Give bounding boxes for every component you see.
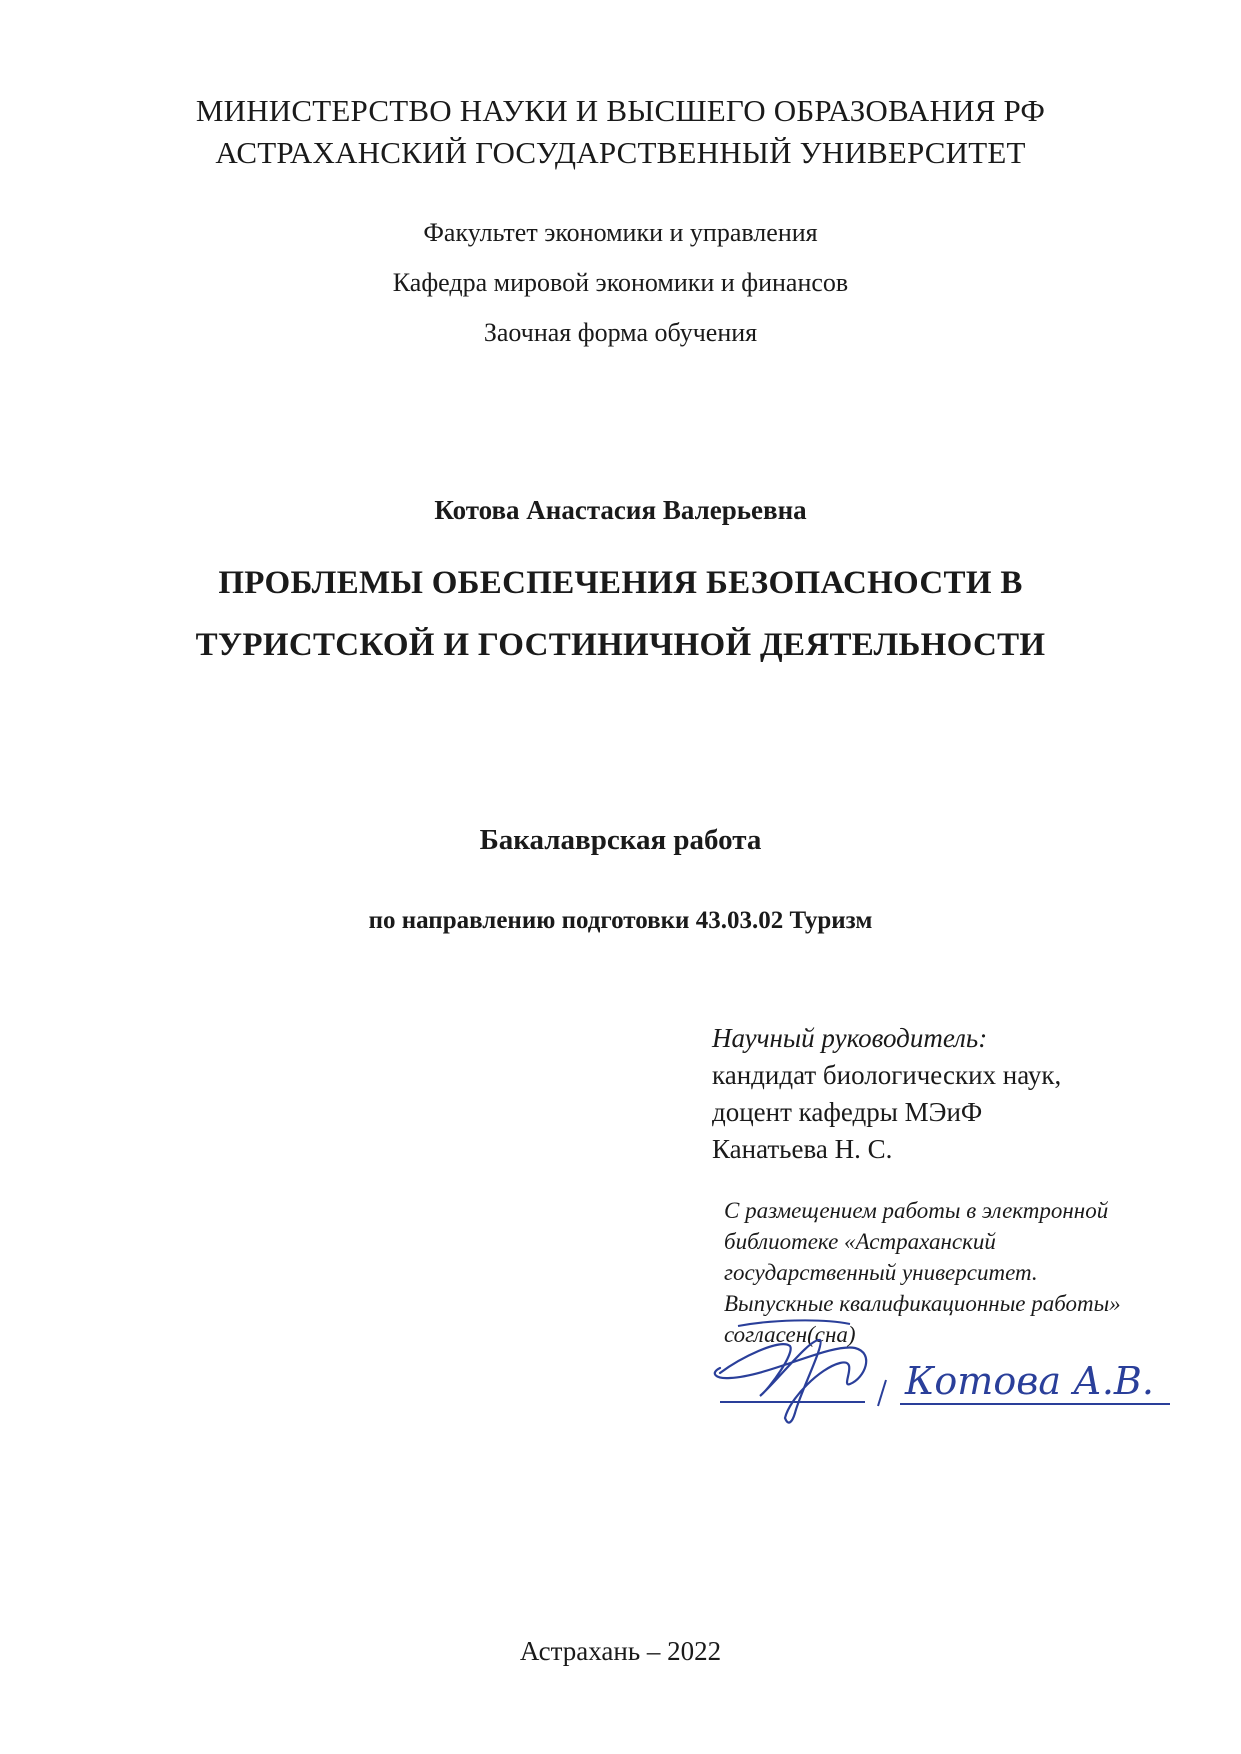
handwritten-name: Котова А.В. (905, 1359, 1154, 1403)
university-name: АСТРАХАНСКИЙ ГОСУДАРСТВЕННЫЙ УНИВЕРСИТЕТ (215, 135, 1026, 170)
thesis-title-line-1: ПРОБЛЕМЫ ОБЕСПЕЧЕНИЯ БЕЗОПАСНОСТИ В (218, 565, 1023, 601)
study-direction: по направлению подготовки 43.03.02 Туризм (368, 907, 873, 934)
author-name: Котова Анастасия Валерьевна (434, 495, 807, 525)
handwritten-signature (700, 1318, 1190, 1428)
city-year: Астрахань – 2022 (519, 1636, 722, 1666)
ministry-name: МИНИСТЕРСТВО НАУКИ И ВЫСШЕГО ОБРАЗОВАНИЯ РФ (195, 93, 1046, 128)
department-name: Кафедра мировой экономики и финансов (392, 268, 849, 297)
consent-line-1: С размещением работы в электронной (724, 1198, 1109, 1223)
consent-line-4: Выпускные квалификационные работы» (724, 1291, 1121, 1316)
supervisor-degree: кандидат биологических наук, (712, 1060, 1062, 1090)
consent-line-5: согласен(сна) (724, 1322, 856, 1347)
supervisor-label: Научный руководитель: (712, 1023, 988, 1053)
study-form: Заочная форма обучения (483, 318, 758, 347)
consent-line-2: библиотеке «Астраханский (724, 1229, 996, 1254)
faculty-name: Факультет экономики и управления (423, 218, 818, 247)
supervisor-name: Канатьева Н. С. (712, 1134, 893, 1164)
supervisor-block (712, 1020, 1212, 1168)
supervisor-position: доцент кафедры МЭиФ (712, 1097, 983, 1127)
thesis-title-line-2: ТУРИСТСКОЙ И ГОСТИНИЧНОЙ ДЕЯТЕЛЬНОСТИ (195, 627, 1046, 663)
consent-line-3: государственный университет. (724, 1260, 1038, 1285)
work-type: Бакалаврская работа (479, 824, 762, 856)
